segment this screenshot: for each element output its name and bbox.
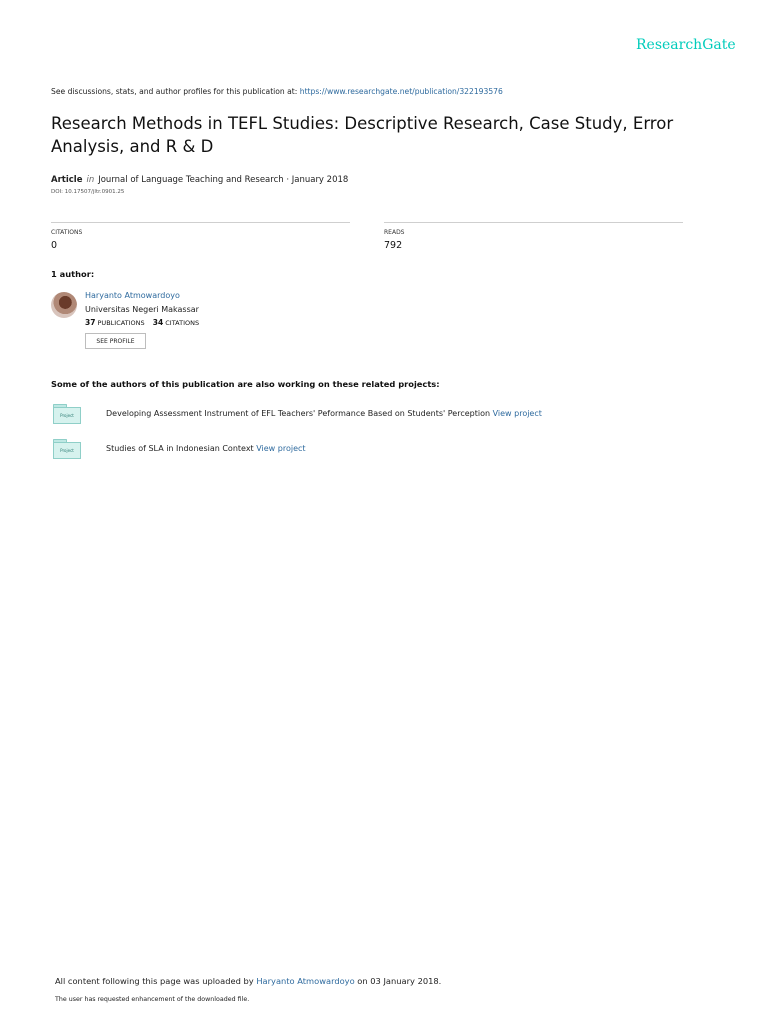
see-profile-button[interactable]: SEE PROFILE <box>85 333 146 349</box>
author-stats <box>85 318 205 327</box>
doi: DOI: 10.17507/jltr.0901.25 <box>51 189 125 195</box>
citations-divider <box>51 222 350 223</box>
discussions-text: See discussions, stats, and author profiles for this publication at: <box>51 87 300 96</box>
project-icon-label: Project <box>53 442 81 459</box>
authors-heading: 1 author: <box>51 269 95 279</box>
project-item <box>106 444 306 453</box>
avatar[interactable] <box>51 292 77 318</box>
project-title: Developing Assessment Instrument of EFL Teachers' Peformance Based on Students' Perception <box>106 409 493 418</box>
citations-label: CITATIONS <box>51 229 83 236</box>
publications-count: 37 <box>85 318 96 327</box>
enhancement-note: The user has requested enhancement of the downloaded file. <box>55 996 250 1003</box>
publication-meta <box>51 175 348 185</box>
project-folder-icon[interactable] <box>51 439 82 459</box>
upload-notice <box>55 976 441 986</box>
journal-date: Journal of Language Teaching and Research · January 2018 <box>98 175 349 185</box>
related-projects-heading: Some of the authors of this publication are also working on these related projects: <box>51 379 440 389</box>
author-institution: Universitas Negeri Makassar <box>85 305 199 314</box>
uploader-link[interactable]: Haryanto Atmowardoyo <box>256 976 355 986</box>
publication-link[interactable]: https://www.researchgate.net/publication/322193576 <box>299 87 503 96</box>
author-name-link[interactable]: Haryanto Atmowardoyo <box>85 291 180 300</box>
discussions-line <box>51 87 503 96</box>
in-word: in <box>86 175 95 185</box>
reads-label: READS <box>384 229 405 236</box>
upload-suffix: on 03 January 2018. <box>354 976 442 986</box>
publication-title: Research Methods in TEFL Studies: Descriptive Research, Case Study, Error Analysis, and R & D <box>51 114 674 156</box>
reads-divider <box>384 222 683 223</box>
reads-value: 792 <box>384 240 403 251</box>
researchgate-logo[interactable]: ResearchGate <box>636 37 736 53</box>
citations-value: 0 <box>51 240 58 251</box>
author-citations-count: 34 <box>152 318 164 327</box>
author-citations-label: CITATIONS <box>165 319 200 327</box>
view-project-link[interactable]: View project <box>256 444 306 453</box>
upload-prefix: All content following this page was uploaded by <box>55 976 257 986</box>
project-title: Studies of SLA in Indonesian Context <box>106 444 257 453</box>
project-item <box>106 409 542 418</box>
project-folder-icon[interactable] <box>51 404 82 424</box>
publication-type: Article <box>51 175 83 185</box>
publications-label: PUBLICATIONS <box>97 319 145 327</box>
project-icon-label: Project <box>53 407 81 424</box>
view-project-link[interactable]: View project <box>492 409 542 418</box>
